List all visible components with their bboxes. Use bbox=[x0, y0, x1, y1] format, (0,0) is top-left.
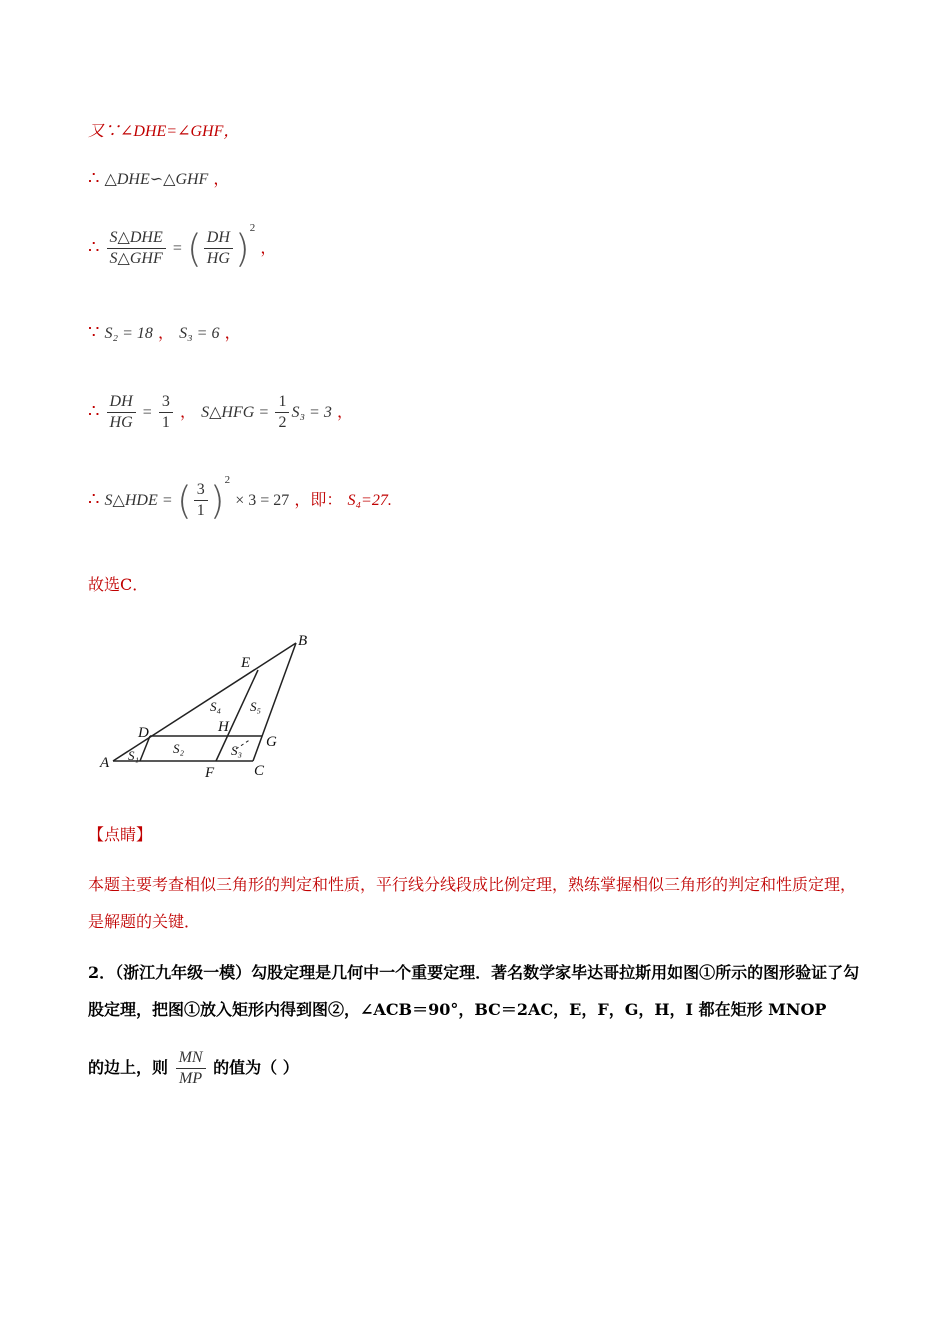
answer-choice-text: 故选C． bbox=[88, 575, 149, 594]
left-paren: ( bbox=[186, 226, 202, 271]
area-ratio-fraction bbox=[107, 228, 166, 269]
fraction-numerator: S△DHE bbox=[107, 228, 166, 249]
dianjing-title bbox=[88, 822, 152, 845]
fraction-numerator: MN bbox=[176, 1048, 206, 1069]
label-H: H bbox=[218, 719, 229, 735]
fraction-denominator: HG bbox=[109, 414, 133, 431]
side-ratio-fraction bbox=[204, 228, 233, 269]
comma: ， bbox=[224, 323, 241, 342]
s4-result: S₄=27. bbox=[347, 492, 392, 509]
equals-sign: = bbox=[162, 492, 172, 509]
label-S5: S₅ bbox=[250, 699, 262, 714]
therefore-symbol: ∴ bbox=[88, 237, 100, 258]
fraction-denominator: HG bbox=[206, 250, 230, 267]
ratio-fraction bbox=[194, 480, 208, 521]
fraction-denominator: 1 bbox=[161, 414, 170, 431]
separator: ， bbox=[158, 323, 175, 342]
geometry-figure bbox=[88, 625, 328, 785]
equals-sign: = bbox=[142, 404, 152, 421]
solution-line-5 bbox=[88, 392, 353, 433]
equals-sign: = bbox=[172, 240, 182, 257]
comma: ， bbox=[213, 169, 230, 188]
equals-sign: = bbox=[259, 404, 269, 421]
solution-line-6 bbox=[88, 474, 392, 521]
label-A: A bbox=[100, 755, 110, 771]
label-S1: S₁ bbox=[128, 748, 140, 763]
right-paren: ) bbox=[234, 226, 250, 271]
fraction-numerator: 3 bbox=[194, 480, 208, 501]
solution-line-2 bbox=[88, 166, 229, 189]
fraction-denominator: MP bbox=[179, 1070, 203, 1087]
solution-line-4 bbox=[88, 320, 241, 343]
solution-line-3 bbox=[88, 222, 276, 269]
s3-value: S₃ = 6 bbox=[179, 325, 220, 342]
question-text: （浙江九年级一模）勾股定理是几何中一个重要定理．著名数学家毕达哥拉斯用如图①所示的图形验证了勾股定理，把图①放入矩形内得到图②，∠ACB＝90°，BC＝2AC，E，F，G，H，I 都在矩形 MNOP bbox=[88, 963, 860, 1019]
fraction-numerator: 3 bbox=[159, 392, 173, 413]
therefore-symbol: ∴ bbox=[88, 489, 100, 510]
area-hfg-label: S△HFG bbox=[201, 404, 255, 421]
label-D: D bbox=[138, 725, 149, 741]
question-text-suffix: 的值为（ ） bbox=[213, 1058, 299, 1077]
dianjing-body-text: 本题主要考查相似三角形的判定和性质，平行线分线段成比例定理，熟练掌握相似三角形的判定和性质定理，是解题的关键． bbox=[88, 875, 857, 931]
comma-ie: ，即： bbox=[294, 490, 343, 509]
right-paren: ) bbox=[209, 478, 225, 523]
fraction-numerator: 1 bbox=[275, 392, 289, 413]
s2-value: S₂ = 18 bbox=[104, 325, 153, 342]
separator: ， bbox=[179, 402, 196, 421]
therefore-symbol: ∴ bbox=[88, 168, 100, 189]
label-F: F bbox=[205, 765, 215, 781]
label-B: B bbox=[298, 633, 308, 649]
similarity-expression: △DHE∽△GHF bbox=[104, 171, 209, 188]
label-G: G bbox=[266, 734, 277, 750]
half-fraction bbox=[275, 392, 289, 433]
exponent: 2 bbox=[224, 474, 231, 486]
label-S2: S₂ bbox=[173, 741, 185, 756]
label-S4: S₄ bbox=[210, 699, 222, 714]
mn-mp-fraction bbox=[176, 1048, 206, 1089]
fraction-denominator: S△GHF bbox=[109, 250, 163, 267]
therefore-symbol: ∴ bbox=[88, 401, 100, 422]
fraction-numerator: DH bbox=[204, 228, 233, 249]
dianjing-body bbox=[88, 866, 863, 940]
label-S3: S₃ bbox=[231, 743, 243, 758]
area-hfg-result: S₃ = 3 bbox=[291, 404, 332, 421]
label-E: E bbox=[241, 655, 251, 671]
solution-line-1 bbox=[88, 118, 239, 141]
dianjing-title-text: 【点睛】 bbox=[88, 825, 153, 844]
exponent: 2 bbox=[249, 222, 256, 234]
ratio-value-fraction bbox=[159, 392, 173, 433]
question-2 bbox=[88, 954, 863, 1028]
left-paren: ( bbox=[176, 478, 192, 523]
comma: ， bbox=[260, 238, 277, 257]
dh-hg-fraction bbox=[107, 392, 136, 433]
because-symbol: ∵ bbox=[88, 322, 100, 343]
angle-equality-text: 又∵∠DHE=∠GHF， bbox=[88, 123, 240, 140]
question-text-prefix: 的边上，则 bbox=[88, 1058, 169, 1077]
question-number: 2． bbox=[88, 963, 116, 982]
fraction-numerator: DH bbox=[107, 392, 136, 413]
label-C: C bbox=[254, 763, 265, 779]
product-result: × 3 = 27 bbox=[235, 492, 290, 509]
area-hde-label: S△HDE bbox=[104, 492, 158, 509]
question-2-line-3 bbox=[88, 1048, 299, 1089]
comma: ， bbox=[336, 402, 353, 421]
answer-choice bbox=[88, 572, 148, 595]
fraction-denominator: 1 bbox=[196, 502, 205, 519]
fraction-denominator: 2 bbox=[278, 414, 287, 431]
